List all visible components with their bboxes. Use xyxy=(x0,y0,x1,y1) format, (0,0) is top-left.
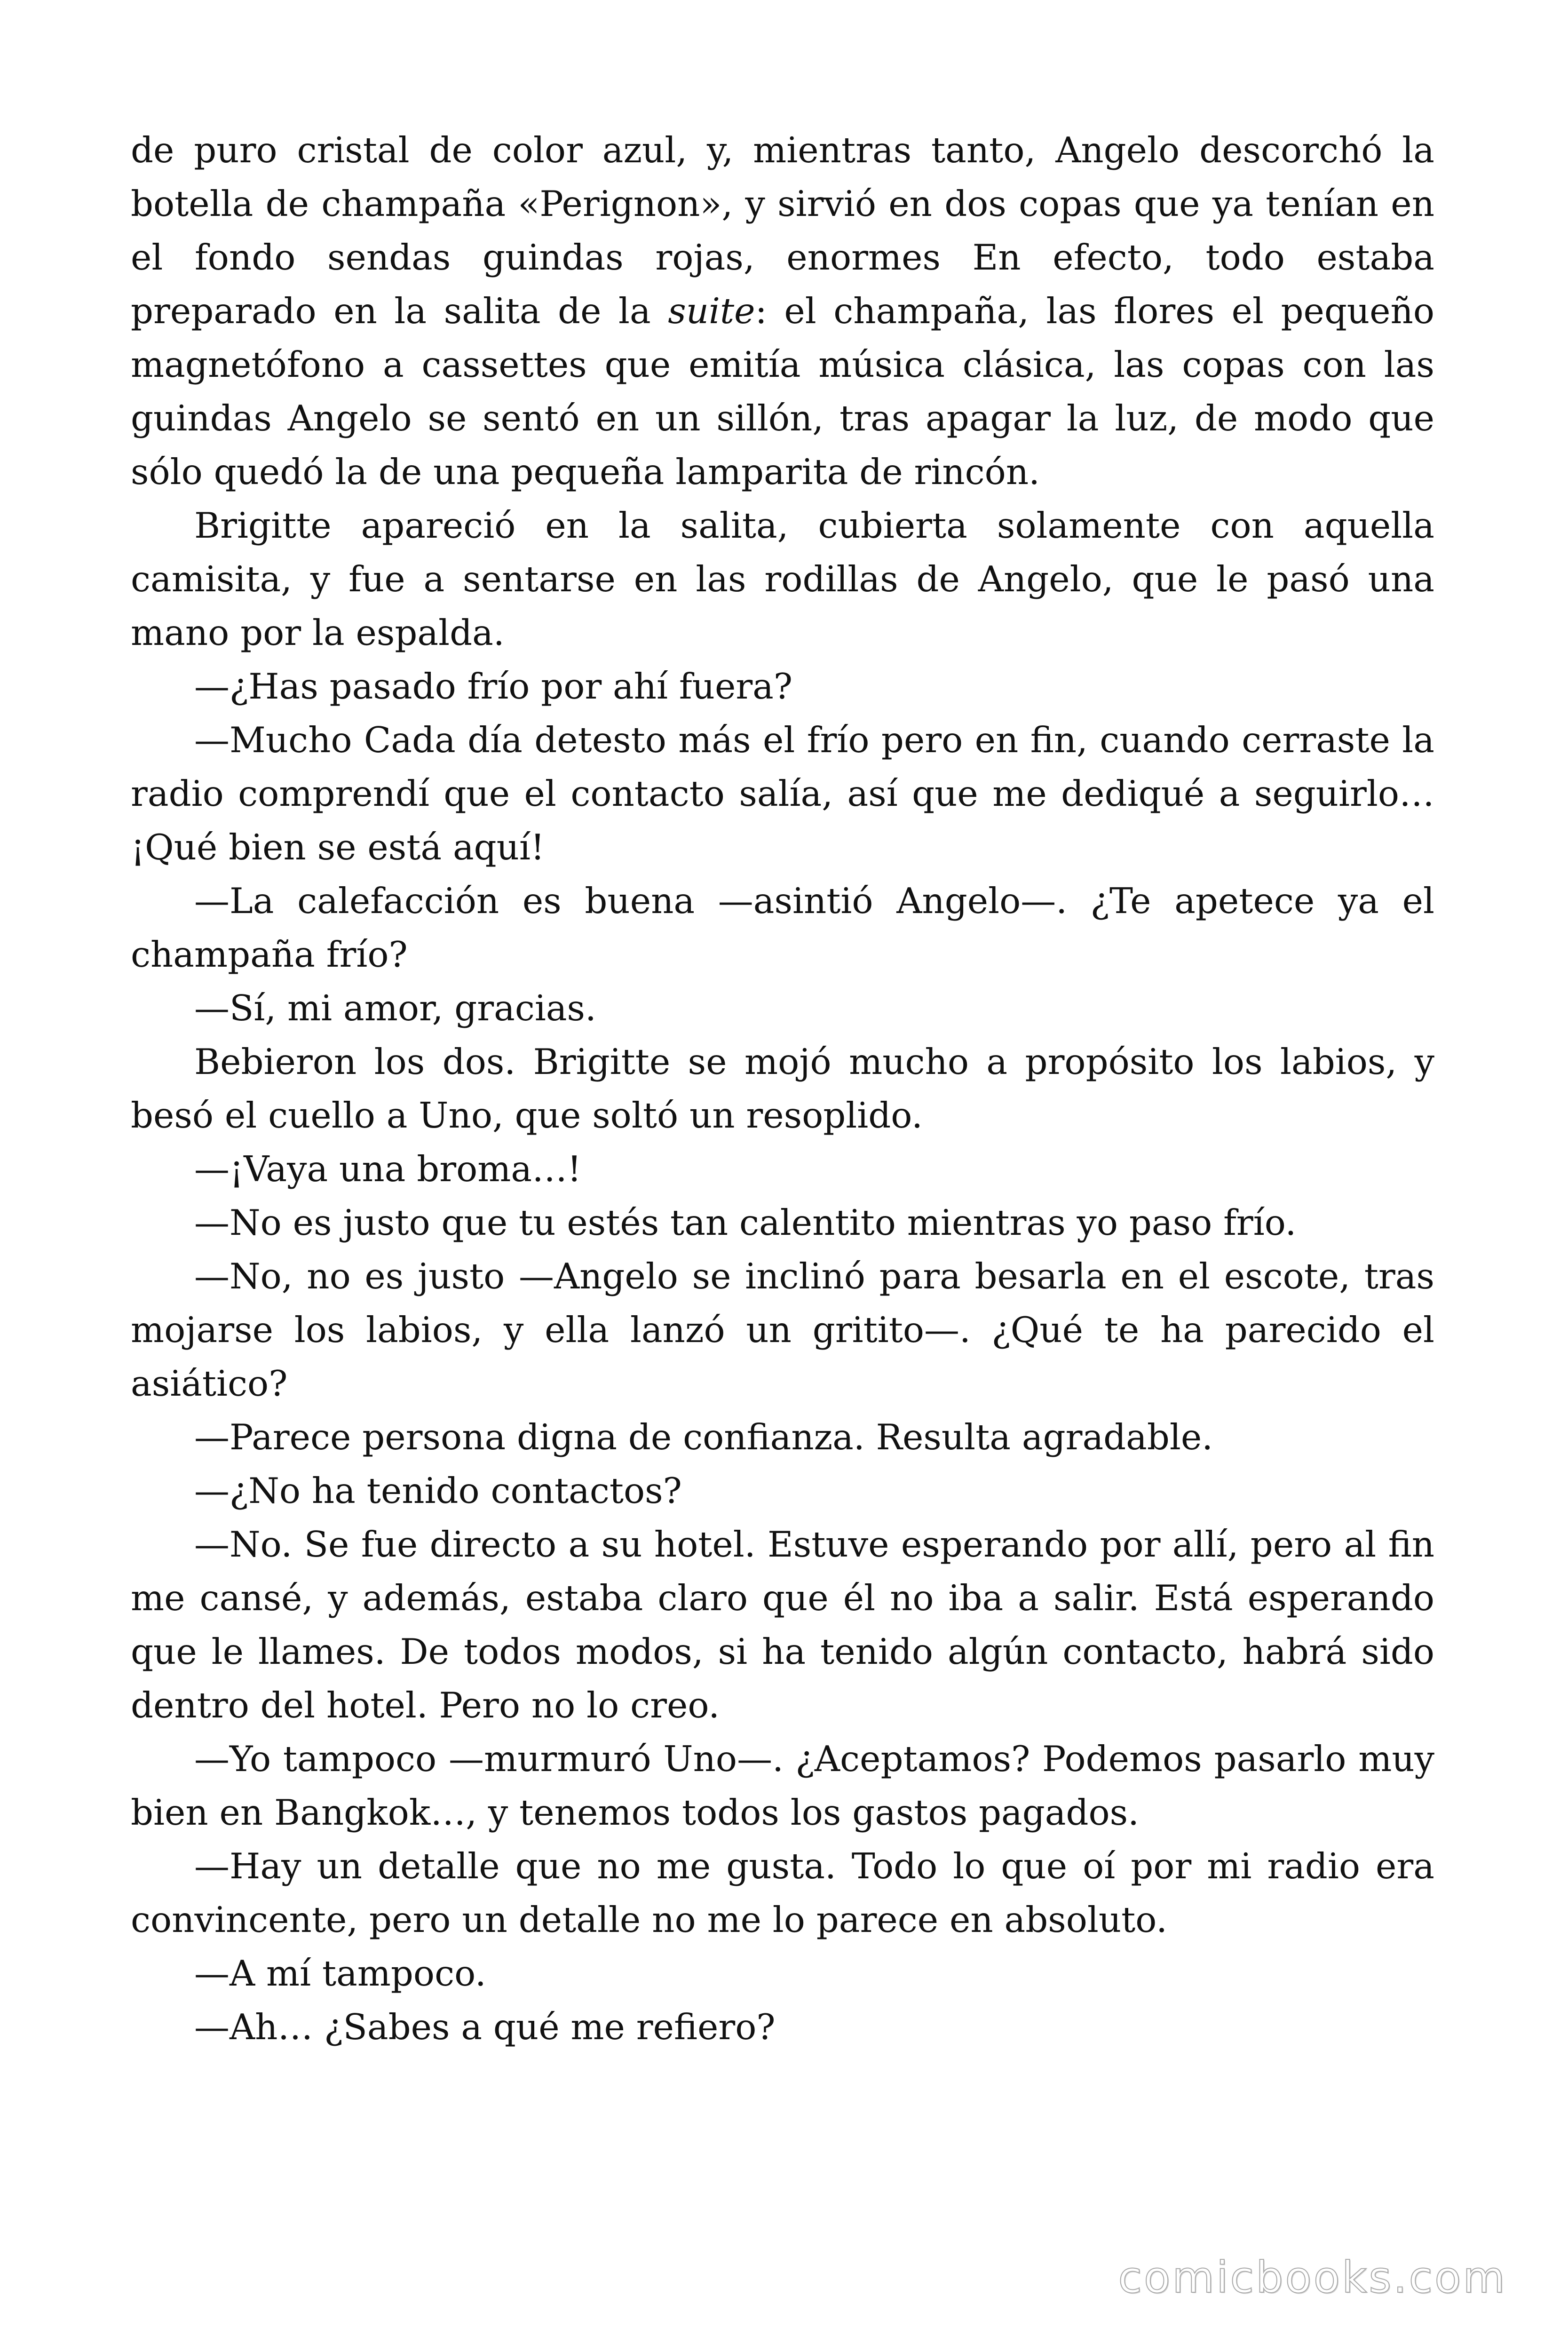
dialogue-line: —¡Vaya una broma…! xyxy=(194,1148,582,1190)
dialogue-line: —No es justo que tu estés tan calentito mientras yo paso frío. xyxy=(194,1202,1297,1243)
dialogue-line: —A mí tampoco. xyxy=(194,1953,486,1994)
dialogue-line: —¿No ha tenido contactos? xyxy=(194,1470,682,1511)
dialogue-line: —¿Has pasado frío por ahí fuera? xyxy=(194,666,793,707)
dialogue-line: —Yo tampoco —murmuró Uno—. ¿Aceptamos? Podemos pasarlo muy bien en Bangkok…, y tenemos todos los gastos pagados. xyxy=(131,1738,1434,1833)
paragraph: Brigitte apareció en la salita, cubierta solamente con aquella camisita, y fue a sentarse en las rodillas de Angelo, que le pasó una mano por la espalda. xyxy=(131,505,1434,653)
paragraph-text: de puro cristal de color azul, y, mientras tanto, Angelo descorchó la botella de champaña «Perignon», y sirvió en dos copas que ya tenían en el fondo sendas guindas rojas, enormes En efecto, todo estaba preparado en la salita de la xyxy=(131,129,1434,332)
dialogue-line: —Ah… ¿Sabes a qué me refiero? xyxy=(194,2006,776,2048)
paragraph xyxy=(131,123,1434,499)
dialogue-line: —Mucho Cada día detesto más el frío pero en fin, cuando cerraste la radio comprendí que el contacto salía, así que me dediqué a seguirlo… ¡Qué bien se está aquí! xyxy=(131,719,1434,868)
dialogue-line: —Sí, mi amor, gracias. xyxy=(194,987,596,1029)
dialogue-line: —No, no es justo —Angelo se inclinó para besarla en el escote, tras mojarse los labios, y ella lanzó un gritito—. ¿Qué te ha parecido el asiático? xyxy=(131,1255,1434,1404)
site-watermark: comicbooks.com xyxy=(1118,2252,1507,2303)
dialogue-line: —Parece persona digna de confianza. Resulta agradable. xyxy=(194,1416,1213,1458)
paragraph-text: : el champaña, las flores el pequeño magnetófono a cassettes que emitía música clásica, las copas con las guindas Angelo se sentó en un sillón, tras apagar la luz, de modo que sólo quedó la de una pequeña lamparita de rincón. xyxy=(131,290,1434,493)
dialogue-line: —La calefacción es buena —asintió Angelo—. ¿Te apetece ya el champaña frío? xyxy=(131,880,1434,975)
paragraph: Bebieron los dos. Brigitte se mojó mucho a propósito los labios, y besó el cuello a Uno, que soltó un resoplido. xyxy=(131,1041,1434,1136)
dialogue-line: —No. Se fue directo a su hotel. Estuve esperando por allí, pero al fin me cansé, y además, estaba claro que él no iba a salir. Está esperando que le llames. De todos modos, si ha tenido algún contacto, habrá sido dentro del hotel. Pero no lo creo. xyxy=(131,1524,1434,1726)
body-text xyxy=(131,123,1434,2054)
dialogue-line: —Hay un detalle que no me gusta. Todo lo que oí por mi radio era convincente, pero un detalle no me lo parece en absoluto. xyxy=(131,1845,1434,1940)
italic-word: suite xyxy=(668,290,755,332)
